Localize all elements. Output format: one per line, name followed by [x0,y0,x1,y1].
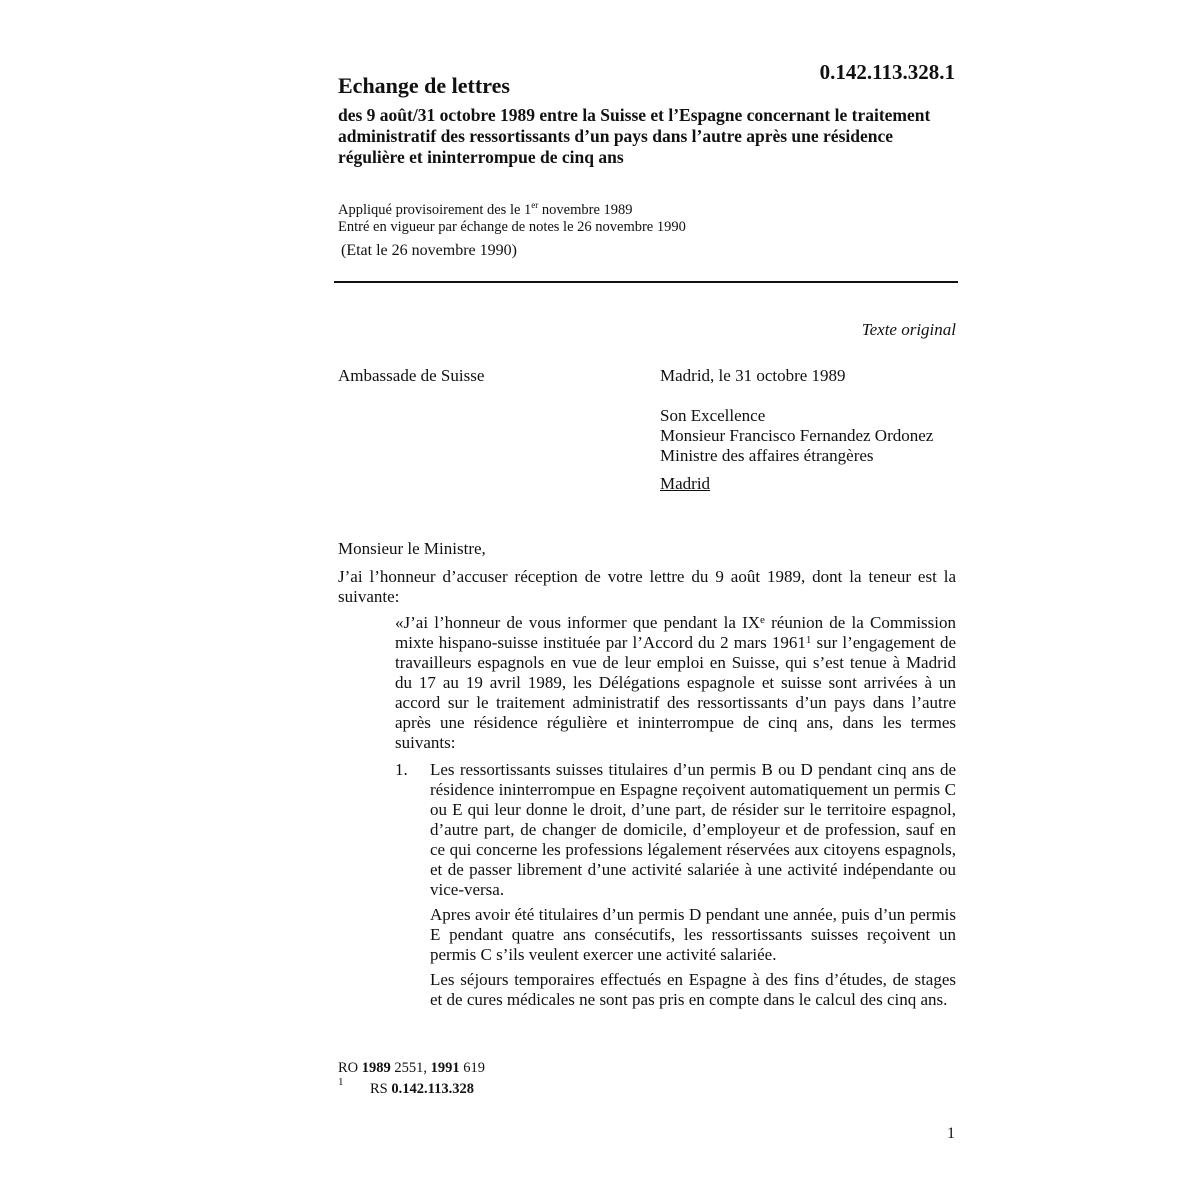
document-title: Echange de lettres [338,73,510,98]
original-text-label: Texte original [861,320,956,339]
footnote: RS 0.142.113.328 [370,1081,474,1097]
list-item-number: 1. [395,760,408,779]
official-collection-reference: RO 1989 2551, 1991 619 [338,1060,486,1076]
page-number: 1 [947,1125,955,1142]
list-item-paragraph: Apres avoir été titulaires d’un permis D pendant une année, puis d’un permis E pendant quatre ans consécutifs, les ressortissants suisses reçoivent un permis C s’ils veulent exercer une activité salariée. [430,905,956,964]
sender: Ambassade de Suisse [338,366,485,385]
status-date: (Etat le 26 novembre 1990) [341,242,517,259]
sr-number: 0.142.113.328.1 [819,60,955,84]
list-item-paragraph: Les séjours temporaires effectués en Espagne à des fins d’études, de stages et de cures médicales ne sont pas pris en compte dans le calcul des cinq ans. [430,970,956,1009]
list-item-paragraph: Les ressortissants suisses titulaires d’un permis B ou D pendant cinq ans de résidence ininterrompue en Espagne reçoivent automatiquement un permis C ou E qui leur donne le droit, d’une part, de résider sur le territoire espagnol, d’autre part, de changer de domicile, d’employeur et de profession, sauf en ce qui concerne les professions légalement réservées aux citoyens espagnols, et de passer librement d’une activité salariée à une activité indépendante ou vice-versa. [430,760,956,899]
header-divider [334,281,958,283]
addressee-city: Madrid [660,474,711,493]
document-subtitle: des 9 août/31 octobre 1989 entre la Suisse et l’Espagne concernant le traitement administratif des ressortissants d’un pays dans l’autre après une résidence régulière et ininterrompue de cinq ans [338,105,931,167]
dateline: Madrid, le 31 octobre 1989 [660,366,846,385]
quoted-paragraph: «J’ai l’honneur de vous informer que pendant la IXe réunion de la Commission mixte hispano-suisse instituée par l’Accord du 2 mars 1961$^1$ sur l’engagement de travailleurs espagnols en vue de leur emploi en Suisse, qui s’est tenue à Madrid du 17 au 19 avril 1989, les Délégations espagnole et suisse sont arrivées à un accord sur le traitement administratif des ressortissants d’un pays dans l’autre après une résidence régulière et ininterrompue de cinq ans, dans les termes suivants: [395,613,957,752]
addressee-line: Son Excellence [660,406,766,425]
intro-paragraph: J’ai l’honneur d’accuser réception de votre lettre du 9 août 1989, dont la teneur est la suivante: [338,567,956,606]
addressee-line: Ministre des affaires étrangères [660,446,874,465]
addressee-line: Monsieur Francisco Fernandez Ordonez [660,426,934,445]
list-item [430,760,956,1015]
addressee-block [660,406,933,494]
footnote-reference: 1 [805,634,812,646]
salutation: Monsieur le Ministre, [338,539,486,558]
document-meta [338,202,686,236]
footnote-marker: 1 [338,1076,344,1088]
applied-date: Appliqué provisoirement des le 1er novembre 1989 [338,200,633,218]
in-force-date: Entré en vigueur par échange de notes le 26 novembre 1990 [338,219,686,235]
